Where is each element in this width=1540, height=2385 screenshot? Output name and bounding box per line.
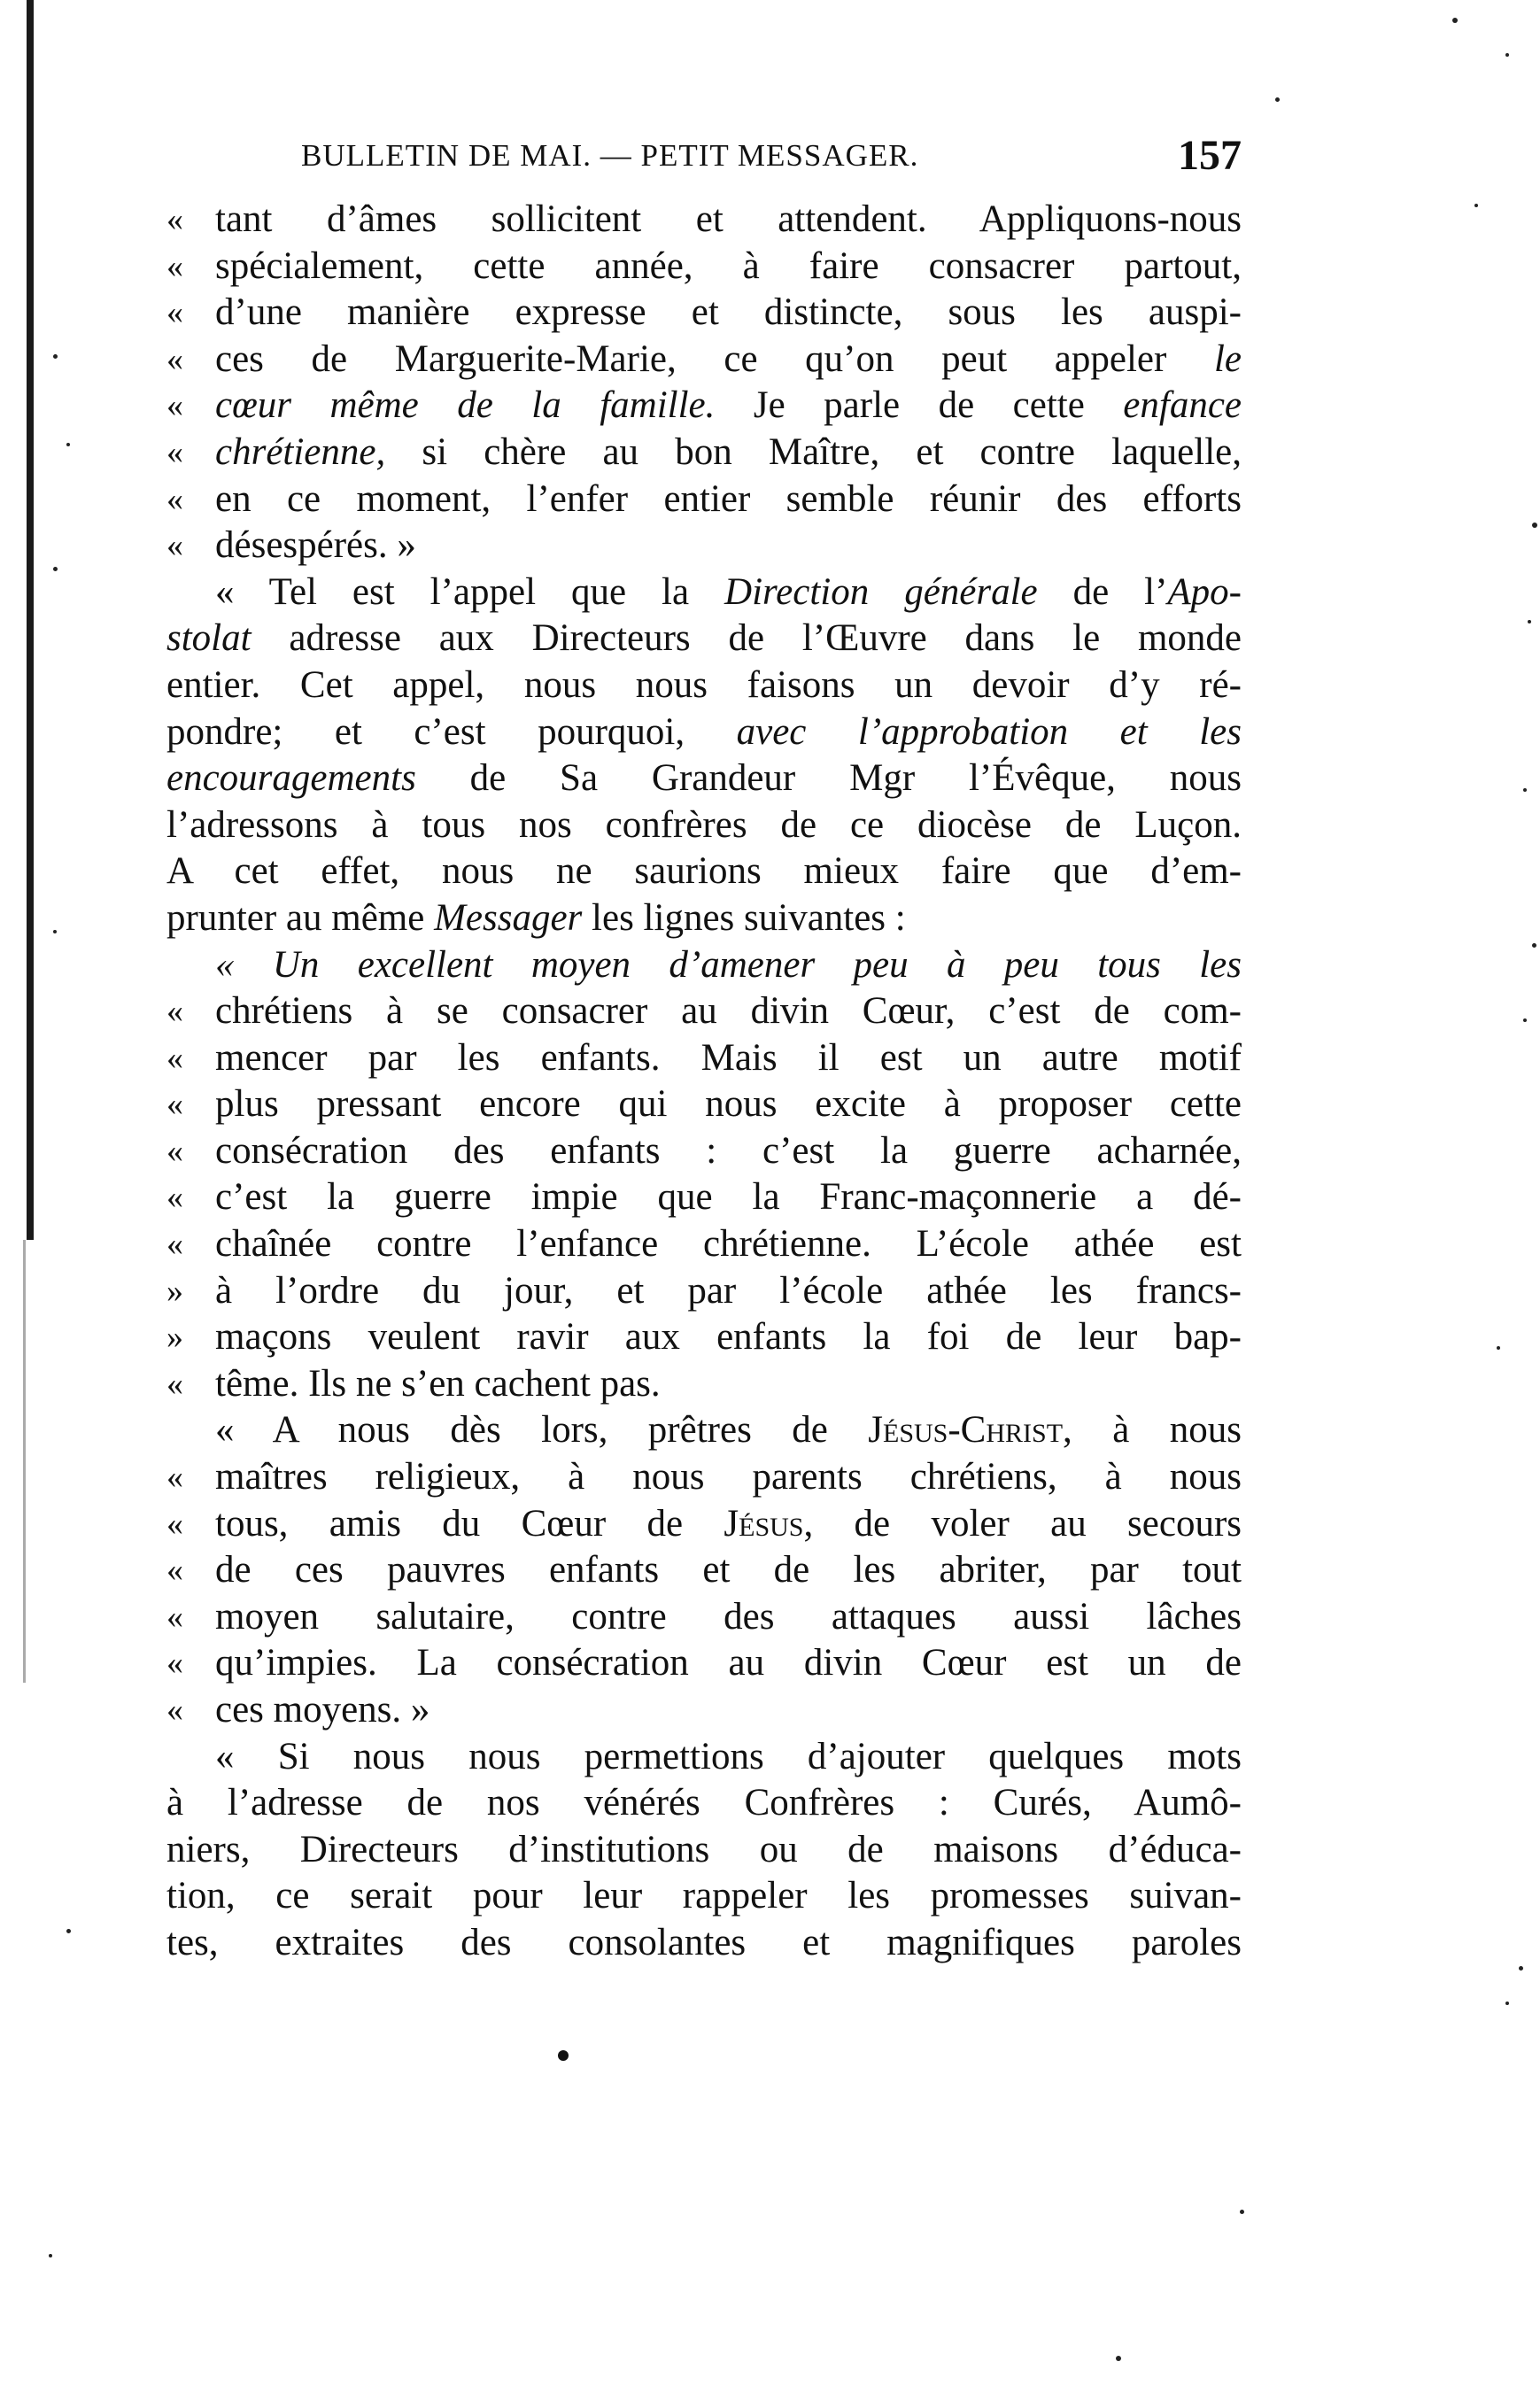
line-text (215, 1407, 1242, 1454)
line-text (215, 1454, 1242, 1501)
quote-mark: « (166, 1365, 183, 1403)
line-text (215, 1314, 1242, 1361)
scan-speck (49, 2254, 52, 2257)
text-run: ces de Marguerite-Marie, ce qu’on peut appeler (215, 337, 1214, 380)
small-caps-text: Jésus (724, 1502, 804, 1545)
scan-speck (1497, 1346, 1500, 1350)
text-line (166, 1174, 1242, 1221)
line-text (215, 244, 1242, 290)
quote-mark: « (166, 1598, 183, 1636)
italic-text: Messager (434, 896, 583, 939)
quote-mark: « (166, 433, 183, 471)
line-text (166, 662, 1242, 709)
text-run: en ce moment, l’enfer entier semble réunir des efforts (215, 477, 1242, 520)
page-header (301, 131, 1242, 184)
line-text (215, 290, 1242, 337)
text-run: de l’ (1037, 570, 1168, 613)
line-text (215, 523, 1242, 569)
quote-mark: « (166, 1039, 183, 1077)
text-run: d’une manière expresse et distincte, sous les auspi- (215, 291, 1242, 334)
line-text (215, 569, 1242, 616)
quote-mark: « (166, 1086, 183, 1124)
quote-mark: « (166, 1132, 183, 1170)
line-text (215, 1174, 1242, 1221)
quote-mark: « (166, 527, 183, 565)
text-run: maîtres religieux, à nous parents chrétiens, à nous (215, 1456, 1242, 1498)
text-line (166, 709, 1242, 756)
scan-speck (53, 354, 58, 359)
quote-mark: « (166, 1692, 183, 1729)
text-run: maçons veulent ravir aux enfants la foi de leur bap- (215, 1316, 1242, 1359)
text-run: de ces pauvres enfants et de les abriter, par tout (215, 1549, 1242, 1591)
text-run: tême. Ils ne s’en cachent pas. (215, 1362, 661, 1405)
quote-mark: « (166, 247, 183, 285)
italic-text: cœur même de la famille. (215, 384, 716, 427)
italic-text: enfance (1123, 384, 1242, 427)
line-text (215, 337, 1242, 383)
quote-mark: « (166, 1552, 183, 1590)
text-line (166, 616, 1242, 662)
text-run: désespérés. » (215, 524, 416, 567)
italic-text: le (1213, 337, 1242, 380)
text-line (166, 1920, 1242, 1967)
text-run: plus pressant encore qui nous excite à proposer cette (215, 1083, 1242, 1126)
text-line (166, 1547, 1242, 1594)
text-run: tion, ce serait pour leur rappeler les promesses suivan- (166, 1875, 1242, 1917)
quote-mark: « (166, 1179, 183, 1217)
text-run: les lignes suivantes : (582, 896, 906, 939)
text-run: adresse aux Directeurs de l’Œuvre dans le monde (251, 617, 1242, 660)
line-text (215, 383, 1242, 430)
line-text (215, 1221, 1242, 1268)
text-run: consécration des enfants : c’est la guerre acharnée, (215, 1129, 1242, 1172)
text-run: , à nous (1063, 1409, 1242, 1452)
line-text (215, 1035, 1242, 1082)
text-run: spécialement, cette année, à faire consacrer partout, (215, 244, 1242, 287)
text-line (166, 1314, 1242, 1361)
text-line (166, 895, 1242, 942)
text-line (166, 1687, 1242, 1734)
text-line (166, 1501, 1242, 1548)
line-text (215, 1361, 1242, 1408)
italic-text: avec l’approbation et les (736, 710, 1242, 753)
line-text (215, 430, 1242, 476)
text-line (166, 802, 1242, 849)
text-run: A cet effet, nous ne saurions mieux faire que d’em- (166, 850, 1242, 893)
scan-speck (66, 1929, 71, 1933)
scan-speck (1240, 2210, 1244, 2214)
text-line (166, 1454, 1242, 1501)
text-line (166, 1873, 1242, 1920)
scan-speck (1505, 53, 1509, 57)
quote-mark: « (166, 1226, 183, 1264)
line-text (166, 755, 1242, 802)
text-line (166, 1128, 1242, 1175)
line-text (215, 1501, 1242, 1548)
page-number: 157 (1178, 132, 1242, 179)
line-text (166, 1780, 1242, 1827)
text-line (166, 848, 1242, 895)
text-line (166, 430, 1242, 476)
text-run: « Tel est l’appel que la (215, 570, 725, 613)
small-caps-text: Jésus-Christ (868, 1409, 1064, 1452)
quote-mark: « (166, 340, 183, 378)
scan-speck (1532, 523, 1537, 528)
text-run: qu’impies. La consécration au divin Cœur est un de (215, 1642, 1242, 1684)
scan-speck (53, 930, 57, 933)
text-run: chaînée contre l’enfance chrétienne. L’école athée est (215, 1223, 1242, 1266)
line-text (166, 802, 1242, 849)
scan-speck (1523, 1018, 1527, 1022)
line-text (166, 616, 1242, 662)
body-text (166, 197, 1242, 1967)
text-line (166, 476, 1242, 523)
text-run: tous, amis du Cœur de (215, 1502, 724, 1545)
line-text (166, 848, 1242, 895)
text-line (166, 988, 1242, 1035)
scan-speck (66, 443, 70, 446)
line-text (215, 1081, 1242, 1128)
quote-mark: « (166, 993, 183, 1031)
line-text (215, 476, 1242, 523)
page-binding-edge (27, 0, 34, 1240)
text-run: , de voler au secours (803, 1502, 1242, 1545)
text-run: niers, Directeurs d’institutions ou de maisons d’éduca- (166, 1828, 1242, 1870)
line-text (215, 1734, 1242, 1781)
text-line (166, 197, 1242, 244)
text-run: l’adressons à tous nos confrères de ce diocèse de Luçon. (166, 803, 1242, 846)
text-run: à l’ordre du jour, et par l’école athée les francs- (215, 1269, 1242, 1312)
line-text (215, 1594, 1242, 1641)
text-line (166, 1221, 1242, 1268)
quote-mark: « (166, 387, 183, 425)
quote-mark: « (166, 480, 183, 518)
text-line (166, 569, 1242, 616)
text-line (166, 942, 1242, 989)
scan-speck (1523, 788, 1527, 792)
line-text (215, 942, 1242, 989)
quote-mark: « (166, 294, 183, 332)
line-text (215, 1640, 1242, 1687)
scan-speck (1474, 204, 1478, 207)
text-run: de Sa Grandeur Mgr l’Évêque, nous (415, 757, 1242, 800)
scan-speck (1452, 18, 1458, 23)
italic-text: « Un excellent moyen d’amener peu à peu tous les (215, 943, 1242, 986)
text-line (166, 337, 1242, 383)
text-run: chrétiens à se consacrer au divin Cœur, c’est de com- (215, 990, 1242, 1033)
line-text (166, 1873, 1242, 1920)
page-binding-shadow (23, 1240, 26, 1683)
quote-mark: « (166, 201, 183, 238)
text-run: tant d’âmes sollicitent et attendent. Appliquons-nous (215, 198, 1242, 240)
italic-text: stolat (166, 617, 252, 660)
text-run: à l’adresse de nos vénérés Confrères : Curés, Aumô- (166, 1782, 1242, 1824)
text-run: « Si nous nous permettions d’ajouter quelques mots (215, 1735, 1242, 1777)
text-line (166, 1594, 1242, 1641)
line-text (166, 1827, 1242, 1874)
scan-speck (1532, 943, 1536, 948)
quote-mark: « (166, 1459, 183, 1497)
text-run: ces moyens. » (215, 1689, 430, 1731)
line-text (166, 895, 1242, 942)
line-text (215, 1128, 1242, 1175)
quote-mark: « (166, 1505, 183, 1543)
line-text (215, 988, 1242, 1035)
quote-mark: » (166, 1319, 183, 1357)
text-line (166, 1780, 1242, 1827)
text-line (166, 523, 1242, 569)
text-run: pondre; et c’est pourquoi, (166, 710, 737, 753)
text-line (166, 244, 1242, 290)
text-run: c’est la guerre impie que la Franc-maçonnerie a dé- (215, 1176, 1242, 1219)
italic-text: encouragements (166, 757, 416, 800)
line-text (215, 1268, 1242, 1315)
text-line (166, 1081, 1242, 1128)
text-run: mencer par les enfants. Mais il est un autre motif (215, 1036, 1242, 1079)
quote-mark: » (166, 1272, 183, 1310)
text-line (166, 1268, 1242, 1315)
text-run: « A nous dès lors, prêtres de (215, 1409, 869, 1452)
line-text (215, 1687, 1242, 1734)
scan-speck (53, 567, 58, 571)
italic-text: Direction générale (724, 570, 1038, 613)
text-line (166, 662, 1242, 709)
text-line (166, 290, 1242, 337)
line-text (215, 197, 1242, 244)
ink-dot (558, 2050, 569, 2061)
scan-speck (1528, 620, 1531, 623)
text-run: Je parle de cette (715, 384, 1124, 427)
line-text (166, 1920, 1242, 1967)
scan-speck (1519, 1966, 1523, 1971)
text-run: tes, extraites des consolantes et magnifiques paroles (166, 1921, 1242, 1963)
scan-speck (1505, 2002, 1509, 2005)
text-run: moyen salutaire, contre des attaques aussi lâches (215, 1595, 1242, 1638)
text-run: prunter au même (166, 896, 435, 939)
text-line (166, 1035, 1242, 1082)
text-run: entier. Cet appel, nous nous faisons un devoir d’y ré- (166, 663, 1242, 706)
text-line (166, 1640, 1242, 1687)
text-line (166, 383, 1242, 430)
scan-speck (1116, 2356, 1121, 2361)
italic-text: chrétienne, (215, 430, 386, 473)
line-text (215, 1547, 1242, 1594)
italic-text: Apo- (1167, 570, 1242, 613)
text-line (166, 1407, 1242, 1454)
text-line (166, 1734, 1242, 1781)
scan-speck (1275, 97, 1280, 102)
text-line (166, 1361, 1242, 1408)
text-line (166, 755, 1242, 802)
text-run: si chère au bon Maître, et contre laquelle, (385, 430, 1242, 473)
text-line (166, 1827, 1242, 1874)
quote-mark: « (166, 1645, 183, 1683)
line-text (166, 709, 1242, 756)
running-head: BULLETIN DE MAI. — PETIT MESSAGER. (301, 138, 919, 173)
